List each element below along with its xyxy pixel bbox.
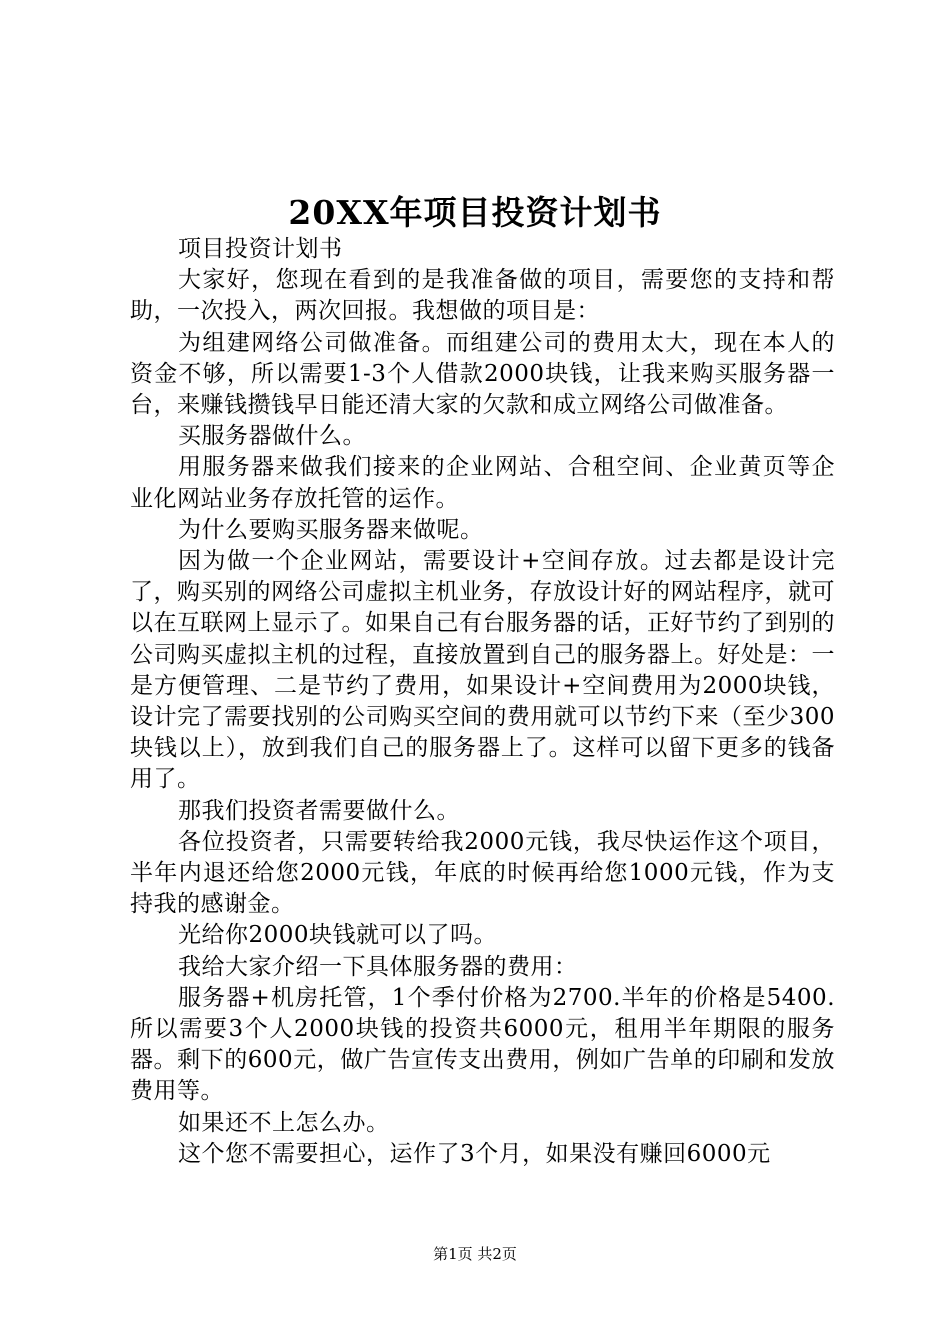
paragraph: 为组建网络公司做准备。而组建公司的费用太大，现在本人的资金不够，所以需要1-3个人借款2000块钱，让我来购买服务器一台，来赚钱攒钱早日能还清大家的欠款和成立网络公司做准备。	[130, 329, 835, 419]
paragraph: 用服务器来做我们接来的企业网站、合租空间、企业黄页等企业化网站业务存放托管的运作。	[130, 454, 835, 512]
paragraph: 如果还不上怎么办。	[178, 1109, 390, 1136]
paragraph: 买服务器做什么。	[178, 423, 366, 450]
paragraph: 因为做一个企业网站，需要设计+空间存放。过去都是设计完了，购买别的网络公司虚拟主机业务，存放设计好的网站程序，就可以在互联网上显示了。如果自己有台服务器的话，正好节约了到别的公司购买虚拟主机的过程，直接放置到自己的服务器上。好处是：一是方便管理、二是节约了费用，如果设计+空间费用为2000块钱，设计完了需要找别的公司购买空间的费用就可以节约下来（至少300块钱以上），放到我们自己的服务器上了。这样可以留下更多的钱备用了。	[130, 548, 835, 793]
paragraph: 这个您不需要担心，运作了3个月，如果没有赚回6000元	[178, 1140, 771, 1167]
paragraph: 我给大家介绍一下具体服务器的费用：	[178, 953, 578, 980]
paragraph: 那我们投资者需要做什么。	[178, 797, 460, 824]
document-title: 20XX年项目投资计划书	[288, 193, 662, 232]
document-body	[130, 234, 835, 1170]
paragraph: 光给你2000块钱就可以了吗。	[178, 922, 498, 949]
paragraph: 项目投资计划书	[178, 236, 343, 262]
paragraph: 为什么要购买服务器来做呢。	[178, 516, 484, 543]
paragraph: 服务器+机房托管，1个季付价格为2700.半年的价格是5400.所以需要3个人2000块钱的投资共6000元，租用半年期限的服务器。剩下的600元，做广告宣传支出费用，例如广告单的印刷和发放费用等。	[130, 984, 835, 1105]
paragraph: 各位投资者，只需要转给我2000元钱，我尽快运作这个项目，半年内退还给您2000元钱，年底的时候再给您1000元钱，作为支持我的感谢金。	[130, 828, 835, 918]
page-footer: 第1页 共2页	[433, 1245, 517, 1263]
paragraph: 大家好，您现在看到的是我准备做的项目，需要您的支持和帮助，一次投入，两次回报。我想做的项目是：	[130, 267, 835, 325]
